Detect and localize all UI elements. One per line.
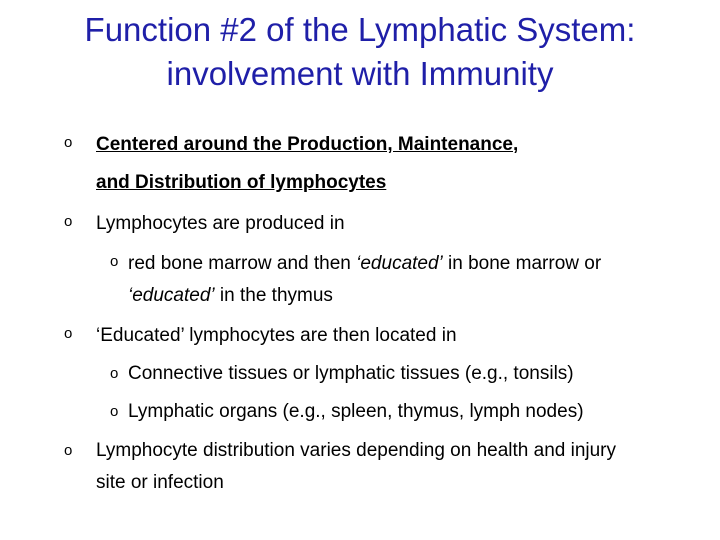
bullet-1: [96, 126, 518, 164]
title-line-2: involvement with Immunity: [166, 55, 554, 92]
bullet-4: Lymphocyte distribution varies depending on health and injury: [96, 440, 617, 461]
bullet-2: Lymphocytes are produced in: [96, 213, 345, 234]
bullet-1-line-2: and Distribution of lymphocytes: [96, 172, 387, 193]
bullet-marker: o: [64, 325, 73, 342]
sub-bullet-2a-text-3: in the thymus: [214, 285, 333, 306]
sub-bullet-marker: o: [110, 403, 119, 420]
sub-bullet-2a-text-2: in bone marrow or: [442, 253, 602, 274]
sub-bullet-2a-text-1: red bone marrow and then: [128, 253, 357, 274]
bullet-1-line-1: Centered around the Production, Maintenance,: [96, 134, 519, 155]
sub-bullet-2a-em-1: ‘educated’: [356, 253, 443, 274]
bullet-1-cont: [96, 164, 386, 202]
bullet-3: ‘Educated’ lymphocytes are then located in: [96, 325, 457, 346]
bullet-marker: o: [64, 134, 73, 151]
bullet-marker: o: [64, 213, 73, 230]
sub-bullet-2a-cont: [128, 277, 333, 315]
slide-title: [20, 8, 700, 96]
sub-bullet-3b: Lymphatic organs (e.g., spleen, thymus, lymph nodes): [128, 401, 584, 422]
sub-bullet-3a: Connective tissues or lymphatic tissues (e.g., tonsils): [128, 363, 574, 384]
sub-bullet-marker: o: [110, 253, 119, 270]
sub-bullet-marker: o: [110, 365, 119, 382]
sub-bullet-2a-em-2: ‘educated’: [128, 285, 215, 306]
bullet-4-cont: site or infection: [96, 472, 224, 493]
bullet-marker: o: [64, 442, 73, 459]
title-line-1: Function #2 of the Lymphatic System:: [84, 11, 636, 48]
